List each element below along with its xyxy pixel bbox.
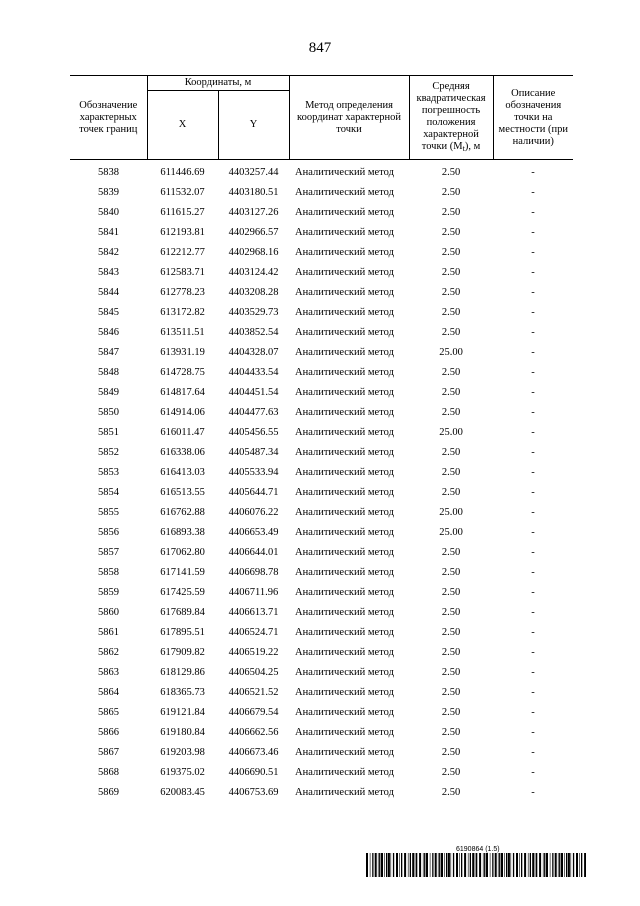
- barcode-icon: [366, 853, 586, 877]
- coord-x-cell: 617062.80: [160, 546, 205, 558]
- method-cell: Аналитический метод: [295, 606, 394, 618]
- coord-y-cell: 4406613.71: [228, 606, 279, 618]
- coord-y-cell: 4406662.56: [228, 726, 279, 738]
- table-row: [70, 702, 573, 722]
- point-id-cell: 5861: [98, 626, 119, 638]
- point-description-cell: -: [531, 746, 535, 758]
- point-id-cell: 5842: [98, 246, 119, 258]
- point-id-cell: 5862: [98, 646, 119, 658]
- method-cell: Аналитический метод: [295, 326, 394, 338]
- coord-y-cell: 4402968.16: [228, 246, 279, 258]
- mean-error-cell: 25.00: [439, 426, 463, 438]
- coord-x-cell: 620083.45: [160, 786, 205, 798]
- point-description-cell: -: [531, 426, 535, 438]
- table-row: [70, 622, 573, 642]
- document-code: 6190864 (1.5): [456, 846, 500, 853]
- mean-error-cell: 25.00: [439, 526, 463, 538]
- coord-x-cell: 618365.73: [160, 686, 205, 698]
- coord-y-cell: 4406653.49: [228, 526, 279, 538]
- point-id-cell: 5868: [98, 766, 119, 778]
- point-description-cell: -: [531, 506, 535, 518]
- method-cell: Аналитический метод: [295, 206, 394, 218]
- method-cell: Аналитический метод: [295, 426, 394, 438]
- coord-x-cell: 619203.98: [160, 746, 205, 758]
- table-row: [70, 302, 573, 322]
- mean-error-cell: 2.50: [441, 166, 461, 178]
- coord-y-cell: 4405533.94: [228, 466, 279, 478]
- point-description-cell: -: [531, 586, 535, 598]
- coord-x-cell: 613931.19: [160, 346, 205, 358]
- method-cell: Аналитический метод: [295, 286, 394, 298]
- point-description-cell: -: [531, 166, 535, 178]
- method-cell: Аналитический метод: [295, 686, 394, 698]
- method-cell: Аналитический метод: [295, 346, 394, 358]
- mean-error-cell: 2.50: [441, 566, 461, 578]
- point-description-cell: -: [531, 606, 535, 618]
- table-row: [70, 722, 573, 742]
- point-description-cell: -: [531, 466, 535, 478]
- point-id-cell: 5840: [98, 206, 119, 218]
- point-id-cell: 5846: [98, 326, 119, 338]
- coord-x-cell: 611532.07: [160, 186, 205, 198]
- table-row: [70, 482, 573, 502]
- header-designation: Обозначение характерных точек границ: [70, 76, 147, 160]
- point-description-cell: -: [531, 306, 535, 318]
- table-row: [70, 642, 573, 662]
- point-description-cell: -: [531, 346, 535, 358]
- point-id-cell: 5843: [98, 266, 119, 278]
- point-id-cell: 5847: [98, 346, 119, 358]
- mean-error-cell: 2.50: [441, 546, 461, 558]
- table-row: [70, 402, 573, 422]
- point-id-cell: 5839: [98, 186, 119, 198]
- point-description-cell: -: [531, 186, 535, 198]
- mean-error-cell: 2.50: [441, 606, 461, 618]
- table-row: [70, 602, 573, 622]
- coord-y-cell: 4403852.54: [228, 326, 279, 338]
- point-description-cell: -: [531, 626, 535, 638]
- table-row: [70, 342, 573, 362]
- point-id-cell: 5851: [98, 426, 119, 438]
- coord-y-cell: 4406690.51: [228, 766, 279, 778]
- coord-x-cell: 613172.82: [160, 306, 205, 318]
- method-cell: Аналитический метод: [295, 726, 394, 738]
- mean-error-cell: 2.50: [441, 446, 461, 458]
- table-row: [70, 382, 573, 402]
- coord-y-cell: 4406076.22: [228, 506, 279, 518]
- method-cell: Аналитический метод: [295, 306, 394, 318]
- mean-error-cell: 2.50: [441, 646, 461, 658]
- table-row: [70, 442, 573, 462]
- point-description-cell: -: [531, 686, 535, 698]
- coord-y-cell: 4403180.51: [228, 186, 279, 198]
- coord-y-cell: 4406519.22: [228, 646, 279, 658]
- method-cell: Аналитический метод: [295, 506, 394, 518]
- table-row: [70, 242, 573, 262]
- point-description-cell: -: [531, 566, 535, 578]
- method-cell: Аналитический метод: [295, 586, 394, 598]
- point-id-cell: 5866: [98, 726, 119, 738]
- point-description-cell: -: [531, 206, 535, 218]
- point-description-cell: -: [531, 666, 535, 678]
- method-cell: Аналитический метод: [295, 766, 394, 778]
- mean-error-cell: 2.50: [441, 266, 461, 278]
- mean-error-cell: 2.50: [441, 706, 461, 718]
- method-cell: Аналитический метод: [295, 746, 394, 758]
- method-cell: Аналитический метод: [295, 646, 394, 658]
- coord-y-cell: 4406524.71: [228, 626, 279, 638]
- table-row: [70, 160, 573, 183]
- coordinates-table: [70, 75, 573, 803]
- point-description-cell: -: [531, 706, 535, 718]
- mean-error-cell: 2.50: [441, 226, 461, 238]
- point-id-cell: 5864: [98, 686, 119, 698]
- point-id-cell: 5849: [98, 386, 119, 398]
- coord-y-cell: 4404433.54: [228, 366, 279, 378]
- coord-y-cell: 4405644.71: [228, 486, 279, 498]
- coord-x-cell: 619180.84: [160, 726, 205, 738]
- point-description-cell: -: [531, 326, 535, 338]
- coord-x-cell: 611615.27: [160, 206, 205, 218]
- coord-x-cell: 619121.84: [160, 706, 205, 718]
- coord-x-cell: 616513.55: [160, 486, 205, 498]
- table-row: [70, 282, 573, 302]
- coord-x-cell: 612583.71: [160, 266, 205, 278]
- header-error-suffix: ), м: [464, 140, 481, 152]
- coord-x-cell: 617895.51: [160, 626, 205, 638]
- method-cell: Аналитический метод: [295, 786, 394, 798]
- mean-error-cell: 25.00: [439, 346, 463, 358]
- point-id-cell: 5850: [98, 406, 119, 418]
- point-id-cell: 5865: [98, 706, 119, 718]
- header-y: Y: [218, 91, 289, 160]
- coord-x-cell: 616338.06: [160, 446, 205, 458]
- mean-error-cell: 2.50: [441, 486, 461, 498]
- coord-y-cell: 4406673.46: [228, 746, 279, 758]
- point-description-cell: -: [531, 546, 535, 558]
- coord-y-cell: 4403127.26: [228, 206, 279, 218]
- table-row: [70, 462, 573, 482]
- mean-error-cell: 2.50: [441, 666, 461, 678]
- coord-y-cell: 4406698.78: [228, 566, 279, 578]
- table-row: [70, 262, 573, 282]
- coord-x-cell: 612193.81: [160, 226, 205, 238]
- point-id-cell: 5855: [98, 506, 119, 518]
- point-description-cell: -: [531, 446, 535, 458]
- method-cell: Аналитический метод: [295, 666, 394, 678]
- method-cell: Аналитический метод: [295, 246, 394, 258]
- mean-error-cell: 2.50: [441, 366, 461, 378]
- table-row: [70, 682, 573, 702]
- method-cell: Аналитический метод: [295, 406, 394, 418]
- coord-y-cell: 4406644.01: [228, 546, 279, 558]
- point-description-cell: -: [531, 646, 535, 658]
- point-id-cell: 5859: [98, 586, 119, 598]
- header-x: X: [147, 91, 218, 160]
- mean-error-cell: 2.50: [441, 306, 461, 318]
- point-description-cell: -: [531, 246, 535, 258]
- point-description-cell: -: [531, 386, 535, 398]
- point-description-cell: -: [531, 226, 535, 238]
- coord-x-cell: 617689.84: [160, 606, 205, 618]
- coord-x-cell: 612212.77: [160, 246, 205, 258]
- method-cell: Аналитический метод: [295, 386, 394, 398]
- method-cell: Аналитический метод: [295, 486, 394, 498]
- point-id-cell: 5845: [98, 306, 119, 318]
- mean-error-cell: 2.50: [441, 246, 461, 258]
- mean-error-cell: 25.00: [439, 506, 463, 518]
- header-error: [409, 76, 493, 160]
- mean-error-cell: 2.50: [441, 206, 461, 218]
- point-description-cell: -: [531, 406, 535, 418]
- coord-x-cell: 619375.02: [160, 766, 205, 778]
- coord-y-cell: 4403529.73: [228, 306, 279, 318]
- point-id-cell: 5869: [98, 786, 119, 798]
- table-header: [70, 76, 573, 160]
- method-cell: Аналитический метод: [295, 626, 394, 638]
- method-cell: Аналитический метод: [295, 166, 394, 178]
- coord-x-cell: 612778.23: [160, 286, 205, 298]
- coord-y-cell: 4403257.44: [228, 166, 279, 178]
- point-description-cell: -: [531, 726, 535, 738]
- coord-x-cell: 618129.86: [160, 666, 205, 678]
- point-id-cell: 5863: [98, 666, 119, 678]
- coord-x-cell: 616762.88: [160, 506, 205, 518]
- coord-x-cell: 616893.38: [160, 526, 205, 538]
- table-row: [70, 662, 573, 682]
- coord-y-cell: 4405456.55: [228, 426, 279, 438]
- table-row: [70, 322, 573, 342]
- header-error-prefix: Средняя квадратическая погрешность положения характерной точки (M: [416, 80, 486, 152]
- header-error-subscript: t: [462, 143, 465, 153]
- table-row: [70, 782, 573, 802]
- method-cell: Аналитический метод: [295, 566, 394, 578]
- coord-y-cell: 4404477.63: [228, 406, 279, 418]
- header-coordinates: Координаты, м: [147, 76, 289, 91]
- table-row: [70, 422, 573, 442]
- table-body: [70, 160, 573, 803]
- point-description-cell: -: [531, 786, 535, 798]
- mean-error-cell: 2.50: [441, 406, 461, 418]
- point-description-cell: -: [531, 286, 535, 298]
- point-id-cell: 5844: [98, 286, 119, 298]
- header-method: Метод определения координат характерной точки: [289, 76, 409, 160]
- coord-y-cell: 4402966.57: [228, 226, 279, 238]
- coord-x-cell: 614914.06: [160, 406, 205, 418]
- coord-y-cell: 4403208.28: [228, 286, 279, 298]
- table-row: [70, 202, 573, 222]
- method-cell: Аналитический метод: [295, 226, 394, 238]
- method-cell: Аналитический метод: [295, 366, 394, 378]
- point-id-cell: 5853: [98, 466, 119, 478]
- coord-x-cell: 616011.47: [160, 426, 205, 438]
- mean-error-cell: 2.50: [441, 786, 461, 798]
- point-description-cell: -: [531, 366, 535, 378]
- coord-x-cell: 613511.51: [160, 326, 205, 338]
- point-description-cell: -: [531, 486, 535, 498]
- coord-y-cell: 4405487.34: [228, 446, 279, 458]
- mean-error-cell: 2.50: [441, 326, 461, 338]
- method-cell: Аналитический метод: [295, 266, 394, 278]
- header-description: Описание обозначения точки на местности (при наличии): [493, 76, 573, 160]
- point-id-cell: 5841: [98, 226, 119, 238]
- coord-y-cell: 4406521.52: [228, 686, 279, 698]
- method-cell: Аналитический метод: [295, 186, 394, 198]
- point-description-cell: -: [531, 266, 535, 278]
- coord-y-cell: 4406711.96: [228, 586, 279, 598]
- table-row: [70, 522, 573, 542]
- coord-y-cell: 4406753.69: [228, 786, 279, 798]
- coord-x-cell: 617425.59: [160, 586, 205, 598]
- point-description-cell: -: [531, 526, 535, 538]
- point-description-cell: -: [531, 766, 535, 778]
- method-cell: Аналитический метод: [295, 546, 394, 558]
- method-cell: Аналитический метод: [295, 526, 394, 538]
- mean-error-cell: 2.50: [441, 186, 461, 198]
- table-row: [70, 762, 573, 782]
- table-row: [70, 222, 573, 242]
- mean-error-cell: 2.50: [441, 386, 461, 398]
- point-id-cell: 5854: [98, 486, 119, 498]
- point-id-cell: 5860: [98, 606, 119, 618]
- mean-error-cell: 2.50: [441, 726, 461, 738]
- table-row: [70, 502, 573, 522]
- method-cell: Аналитический метод: [295, 446, 394, 458]
- coord-y-cell: 4404451.54: [228, 386, 279, 398]
- coord-y-cell: 4403124.42: [228, 266, 279, 278]
- point-id-cell: 5858: [98, 566, 119, 578]
- coord-y-cell: 4406504.25: [228, 666, 279, 678]
- table-row: [70, 582, 573, 602]
- method-cell: Аналитический метод: [295, 706, 394, 718]
- coord-x-cell: 617141.59: [160, 566, 205, 578]
- coord-y-cell: 4406679.54: [228, 706, 279, 718]
- coord-x-cell: 614728.75: [160, 366, 205, 378]
- point-id-cell: 5838: [98, 166, 119, 178]
- mean-error-cell: 2.50: [441, 746, 461, 758]
- table-row: [70, 562, 573, 582]
- point-id-cell: 5852: [98, 446, 119, 458]
- point-id-cell: 5867: [98, 746, 119, 758]
- page-number: 847: [308, 40, 332, 56]
- table-row: [70, 542, 573, 562]
- coord-y-cell: 4404328.07: [228, 346, 279, 358]
- table-row: [70, 362, 573, 382]
- point-id-cell: 5848: [98, 366, 119, 378]
- coord-x-cell: 614817.64: [160, 386, 205, 398]
- mean-error-cell: 2.50: [441, 626, 461, 638]
- mean-error-cell: 2.50: [441, 286, 461, 298]
- point-id-cell: 5856: [98, 526, 119, 538]
- mean-error-cell: 2.50: [441, 766, 461, 778]
- method-cell: Аналитический метод: [295, 466, 394, 478]
- coord-x-cell: 617909.82: [160, 646, 205, 658]
- mean-error-cell: 2.50: [441, 686, 461, 698]
- coord-x-cell: 616413.03: [160, 466, 205, 478]
- mean-error-cell: 2.50: [441, 466, 461, 478]
- coord-x-cell: 611446.69: [160, 166, 205, 178]
- point-id-cell: 5857: [98, 546, 119, 558]
- table-row: [70, 182, 573, 202]
- mean-error-cell: 2.50: [441, 586, 461, 598]
- table-row: [70, 742, 573, 762]
